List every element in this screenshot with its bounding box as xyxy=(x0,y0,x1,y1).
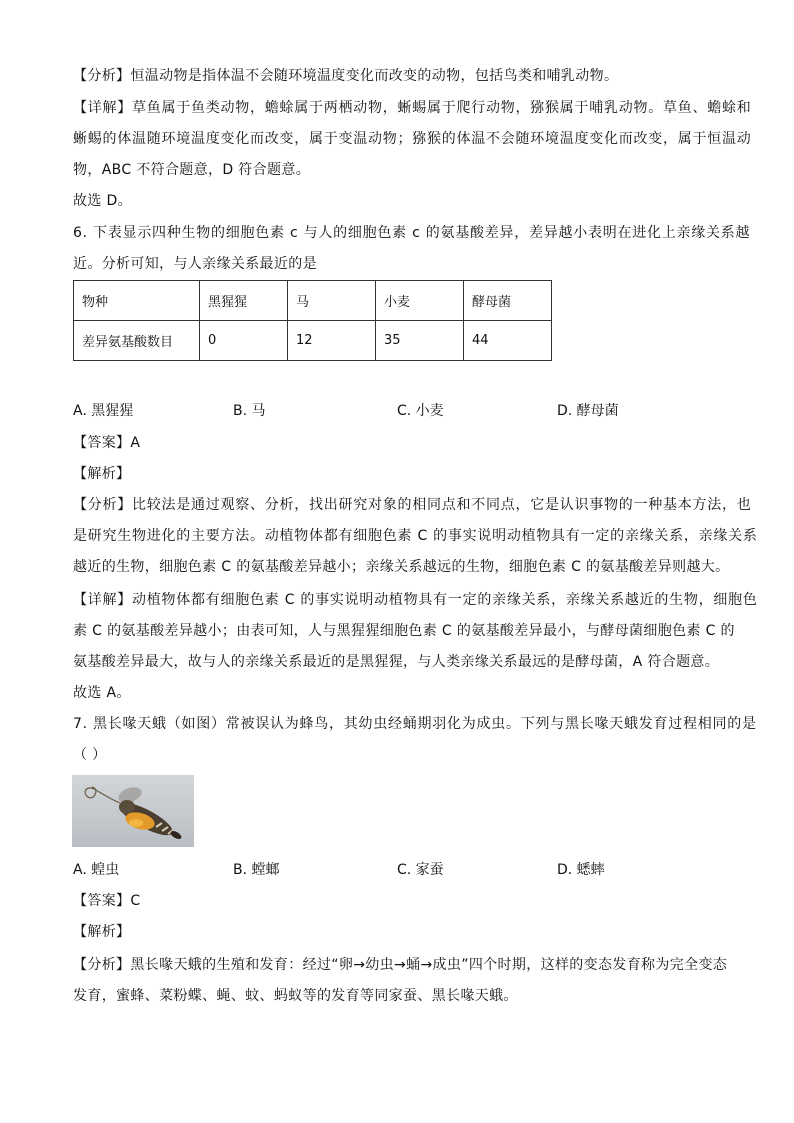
q5-detail-line-2: 蜥蜴的体温随环境温度变化而改变，属于变温动物；猕猴的体温不会随环境温度变化而改变，属于恒温动 xyxy=(73,131,752,147)
q6-analysis-title: 【解析】 xyxy=(73,466,131,482)
q6-option-b: B. 马 xyxy=(233,403,266,419)
table-cell: 马 xyxy=(288,281,376,321)
table-cell: 35 xyxy=(376,321,464,361)
q7-stem-line-2: （ ） xyxy=(73,747,107,763)
q7-option-b: B. 螳螂 xyxy=(233,862,280,878)
q6-detail-line-1: 【详解】动植物体都有细胞色素 C 的事实说明动植物具有一定的亲缘关系，亲缘关系越近的生物，细胞色 xyxy=(73,592,758,608)
q6-option-d: D. 酵母菌 xyxy=(557,403,619,419)
amino-acid-table xyxy=(73,280,552,361)
table-cell: 44 xyxy=(464,321,552,361)
table-cell: 0 xyxy=(200,321,288,361)
q7-answer: 【答案】C xyxy=(73,893,141,909)
table-row xyxy=(74,321,552,361)
q7-analysis-line-1: 【分析】黑长喙天蛾的生殖和发育：经过“卵→幼虫→蛹→成虫”四个时期，这样的变态发育称为完全变态 xyxy=(73,957,728,973)
table-cell: 物种 xyxy=(74,281,200,321)
q7-option-d: D. 蟋蟀 xyxy=(557,862,605,878)
q6-option-a: A. 黑猩猩 xyxy=(73,403,134,419)
q7-option-a: A. 蝗虫 xyxy=(73,862,120,878)
q6-analysis-line-2: 是研究生物进化的主要方法。动植物体都有细胞色素 C 的事实说明动植物具有一定的亲缘关系，亲缘关系 xyxy=(73,528,758,544)
q6-stem-line-1: 6. 下表显示四种生物的细胞色素 c 与人的细胞色素 c 的氨基酸差异，差异越小表明在进化上亲缘关系越 xyxy=(73,225,751,241)
table-cell: 差异氨基酸数目 xyxy=(74,321,200,361)
q6-stem-line-2: 近。分析可知，与人亲缘关系最近的是 xyxy=(73,256,317,272)
table-cell: 小麦 xyxy=(376,281,464,321)
hawk-moth-photo xyxy=(72,775,194,847)
q6-analysis-line-3: 越近的生物，细胞色素 C 的氨基酸差异越小；亲缘关系越远的生物，细胞色素 C 的氨基酸差异则越大。 xyxy=(73,559,730,575)
q6-detail-line-3: 氨基酸差异最大，故与人的亲缘关系最近的是黑猩猩，与人类亲缘关系最远的是酵母菌，A 符合题意。 xyxy=(73,654,720,670)
q6-detail-line-2: 素 C 的氨基酸差异越小；由表可知，人与黑猩猩细胞色素 C 的氨基酸差异最小，与酵母菌细胞色素 C 的 xyxy=(73,623,735,639)
table-cell: 黑猩猩 xyxy=(200,281,288,321)
q5-detail-line-3: 物，ABC 不符合题意，D 符合题意。 xyxy=(73,162,311,178)
table-cell: 酵母菌 xyxy=(464,281,552,321)
q5-detail-line-1: 【详解】草鱼属于鱼类动物，蟾蜍属于两栖动物，蜥蜴属于爬行动物，猕猴属于哺乳动物。草鱼、蟾蜍和 xyxy=(73,100,752,116)
q6-conclusion: 故选 A。 xyxy=(73,685,131,701)
q6-answer: 【答案】A xyxy=(73,435,141,451)
q7-analysis-title: 【解析】 xyxy=(73,924,131,940)
table-header-row xyxy=(74,281,552,321)
q7-stem-line-1: 7. 黑长喙天蛾（如图）常被误认为蜂鸟，其幼虫经蛹期羽化为成虫。下列与黑长喙天蛾发育过程相同的是 xyxy=(73,716,757,732)
q7-analysis-line-2: 发育，蜜蜂、菜粉蝶、蝇、蚊、蚂蚁等的发育等同家蚕、黑长喙天蛾。 xyxy=(73,988,518,1004)
q6-analysis-line-1: 【分析】比较法是通过观察、分析，找出研究对象的相同点和不同点，它是认识事物的一种基本方法，也 xyxy=(73,497,752,513)
q6-option-c: C. 小麦 xyxy=(397,403,444,419)
q5-conclusion: 故选 D。 xyxy=(73,193,132,209)
q7-option-c: C. 家蚕 xyxy=(397,862,444,878)
table-cell: 12 xyxy=(288,321,376,361)
q5-analysis: 【分析】恒温动物是指体温不会随环境温度变化而改变的动物，包括鸟类和哺乳动物。 xyxy=(73,68,619,84)
